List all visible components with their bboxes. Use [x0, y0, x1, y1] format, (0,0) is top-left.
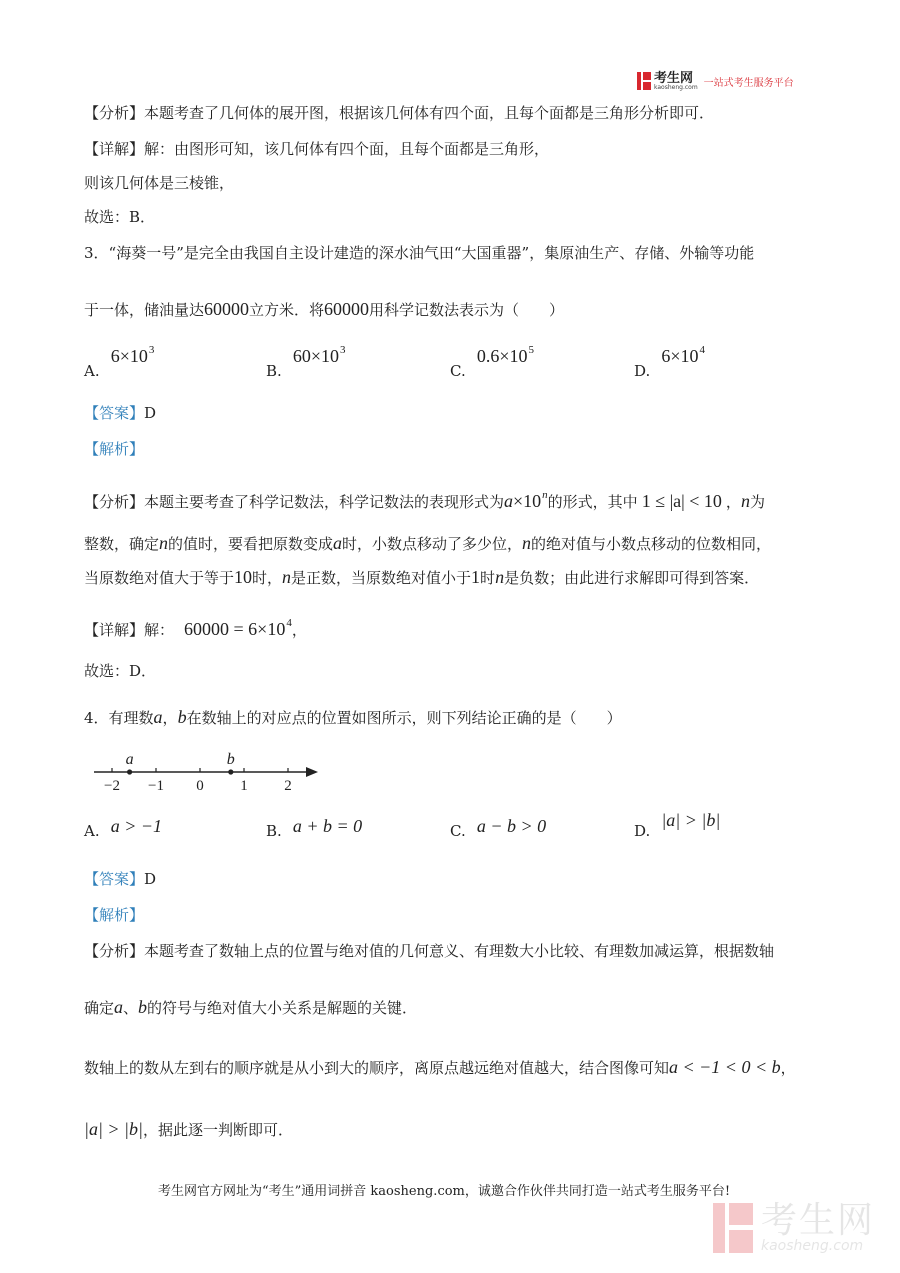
q3-answer: 【答案】D: [84, 404, 157, 422]
q4-answer: 【答案】D: [84, 870, 157, 888]
q4-stem: 4．有理数a，b在数轴上的对应点的位置如图所示，则下列结论正确的是（ ）: [84, 707, 622, 727]
number-line-point-b-label: b: [226, 751, 235, 768]
logo-slogan: 一站式考生服务平台: [703, 77, 794, 89]
q3-stem-line-1: 3．“海葵一号”是完全由我国自主设计建造的深水油气田“大国重器”，集原油生产、存储、外输等功能: [84, 244, 755, 262]
number-line-point-a: [127, 769, 132, 774]
q3-analysis-line-2: 整数，确定n的值时，要看把原数变成a时，小数点移动了多少位，n的绝对值与小数点移动的位数相同，: [84, 533, 772, 553]
number-line-figure: [90, 748, 330, 796]
q4-explain-label: 【解析】: [84, 906, 145, 924]
q2-detail-1: 【详解】解：由图形可知，该几何体有四个面，且每个面都是三角形，: [84, 140, 550, 158]
number-line-tick-label: −1: [148, 778, 164, 794]
q4-analysis-line-4: |a| > |b|，据此逐一判断即可．: [84, 1119, 293, 1139]
q3-explain-label: 【解析】: [84, 440, 145, 458]
q2-analysis: 【分析】本题考查了几何体的展开图，根据该几何体有四个面，且每个面都是三角形分析即可．: [84, 104, 715, 122]
watermark-domain: kaosheng.com: [761, 1238, 864, 1254]
q3-detail: 【详解】解： $60000 = 6\times 10^4$，: [84, 617, 307, 639]
watermark-name: 考生网: [761, 1200, 876, 1241]
logo-domain: kaosheng.com: [654, 83, 698, 91]
q4-analysis-line-1: 【分析】本题考查了数轴上点的位置与绝对值的几何意义、有理数大小比较、有理数加减运算，根据数轴: [84, 942, 775, 960]
number-line-arrow-icon: [306, 767, 318, 777]
number-line-tick-label: −2: [104, 778, 120, 794]
header-logo: [637, 70, 794, 92]
q2-detail-2: 则该几何体是三棱锥，: [84, 174, 235, 192]
number-line-tick-label: 0: [196, 778, 204, 794]
q3-range-expression: 1 ≤ |a| < 10: [641, 491, 722, 511]
q4-analysis-line-3: 数轴上的数从左到右的顺序就是从小到大的顺序，离原点越远绝对值越大，结合图像可知a < −1 < 0 < b，: [84, 1057, 796, 1077]
number-line-tick-label: 2: [284, 778, 292, 794]
q3-stem-number-1: 60000: [204, 299, 250, 319]
q4-option-d: D. |a| > |b|: [634, 810, 721, 840]
q3-option-c: C. $0.6\times 10^5$: [450, 344, 534, 380]
number-line-point-b: [228, 769, 233, 774]
q3-stem-line-2: 于一体，储油量达60000立方米．将60000用科学记数法表示为（ ）: [84, 299, 565, 319]
q3-choice: 故选：D．: [84, 662, 157, 680]
kaosheng-logo-icon: [637, 72, 651, 90]
logo-name: 考生网: [654, 70, 694, 86]
q3-option-b: B. $60\times 10^3$: [266, 344, 346, 380]
q4-option-a: A. a > −1: [84, 816, 162, 840]
q2-choice: 故选：B．: [84, 208, 156, 226]
q3-stem-number-2: 60000: [324, 299, 370, 319]
q4-option-b: B. a + b = 0: [266, 816, 363, 840]
q4-analysis-line-2: 确定a、b的符号与绝对值大小关系是解题的关键．: [84, 997, 418, 1017]
q4-option-c: C. a − b > 0: [450, 816, 547, 840]
footer-text: 考生网官方网址为“考生”通用词拼音 kaosheng.com，诚邀合作伙伴共同打造一站式考生服务平台!: [158, 1184, 731, 1199]
number-line-tick-label: 1: [240, 778, 248, 794]
kaosheng-watermark-icon: [713, 1203, 753, 1253]
watermark: [713, 1200, 876, 1254]
number-line-point-a-label: a: [125, 751, 134, 768]
q3-option-d: D. $6\times 10^4$: [634, 344, 706, 380]
q3-option-a: A. $6\times 10^3$: [84, 344, 155, 380]
q3-analysis-line-3: 当原数绝对值大于等于10时，n是正数，当原数绝对值小于1时n是负数；由此进行求解即可得到答案．: [84, 567, 760, 587]
q3-analysis-line-1: 【分析】本题主要考查了科学记数法，科学记数法的表现形式为$a\times 10^n$的形式，其中 1 ≤ |a| < 10 ，n为: [84, 489, 765, 511]
number-line-points: [126, 751, 235, 775]
